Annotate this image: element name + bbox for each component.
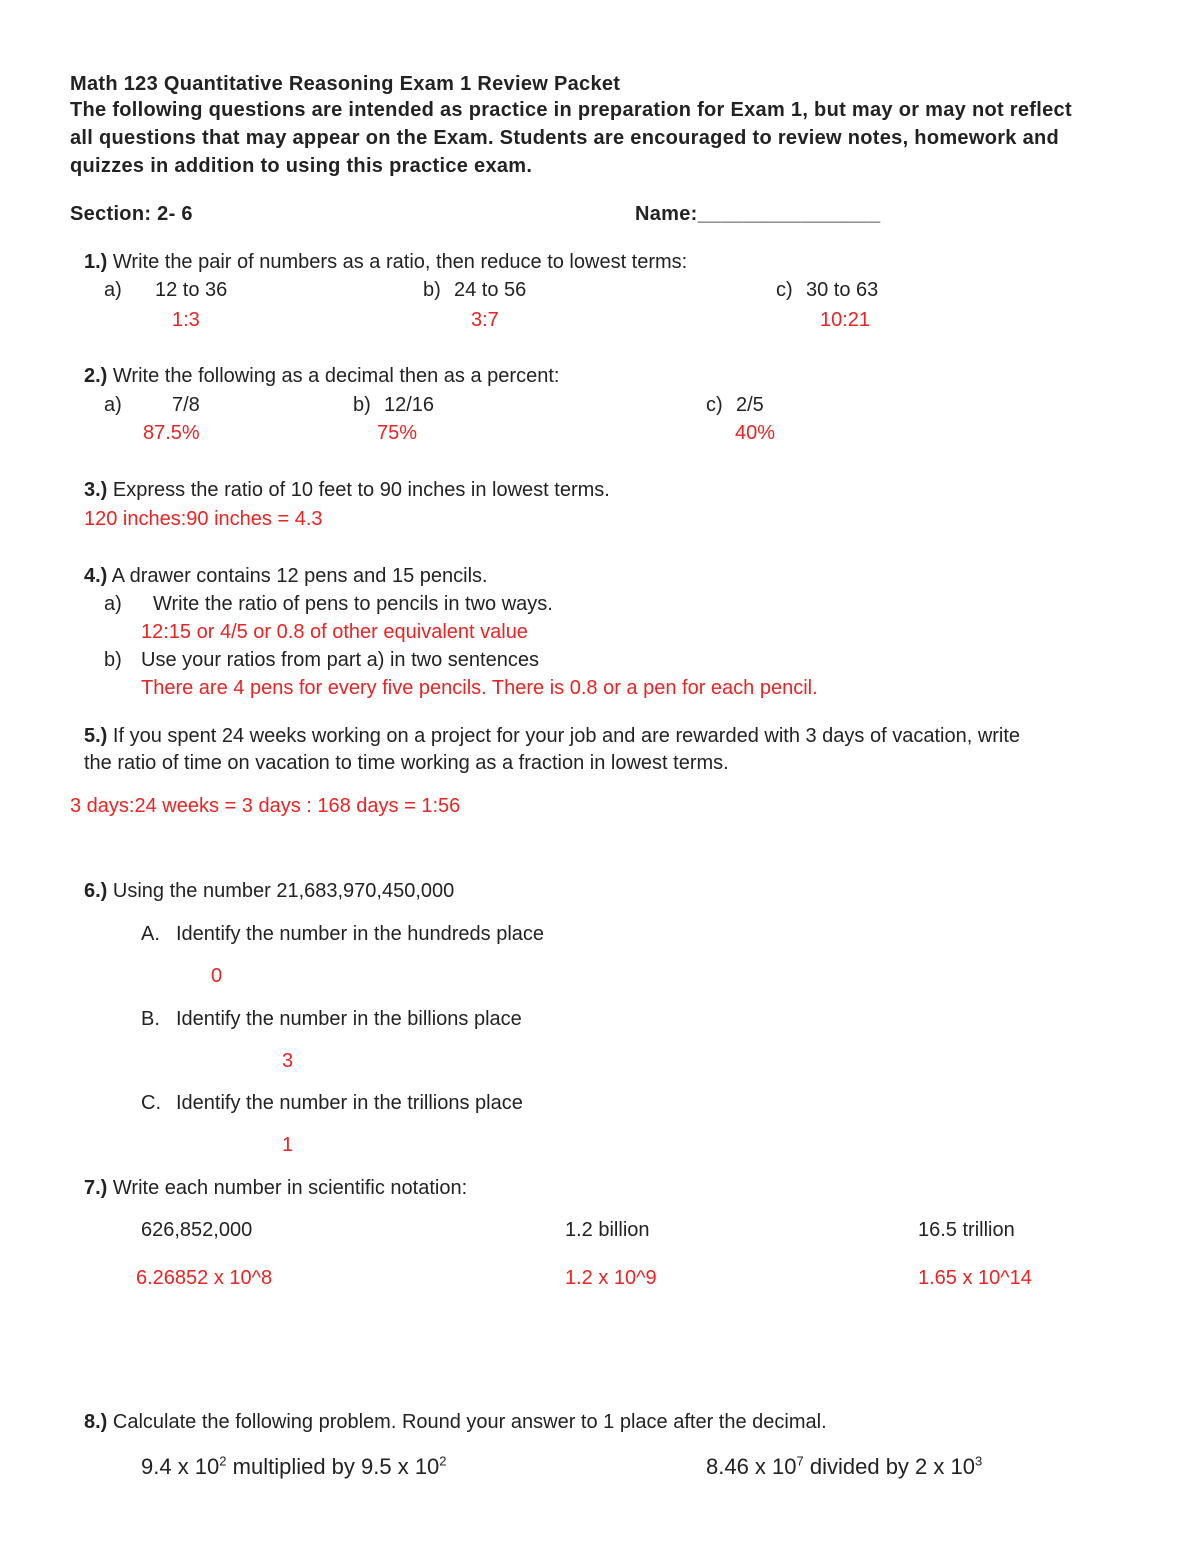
question-5	[84, 725, 1020, 748]
q4b-answer: There are 4 pens for every five pencils. There is 0.8 or a pen for each pencil.	[141, 677, 818, 699]
question-6	[84, 880, 454, 903]
q1c-label: c)	[776, 279, 793, 301]
q5-answer: 3 days:24 weeks = 3 days : 168 days = 1:56	[70, 795, 461, 817]
q2b-answer: 75%	[377, 422, 418, 444]
q8-problem-1: 9.4 x $10^2$ multiplied by 9.5 x $10^2$	[141, 1453, 447, 1479]
q7b-problem: 1.2 billion	[565, 1219, 650, 1241]
q7b-answer: 1.2 x 10^9	[565, 1267, 657, 1289]
q6b-label: B.	[141, 1008, 160, 1030]
question-2-number: 2.)	[84, 365, 108, 387]
question-2	[84, 365, 559, 388]
q4a-answer: 12:15 or 4/5 or 0.8 of other equivalent value	[141, 621, 528, 643]
page-title: Math 123 Quantitative Reasoning Exam 1 Review Packet	[70, 73, 621, 95]
question-4-number: 4.)	[84, 565, 108, 587]
question-8-number: 8.)	[84, 1411, 108, 1433]
question-5-number: 5.)	[84, 725, 108, 747]
q6b-answer: 3	[282, 1050, 294, 1072]
question-6-number: 6.)	[84, 880, 108, 902]
intro-line-1: The following questions are intended as practice in preparation for Exam 1, but may or may not reflect	[70, 99, 1072, 121]
question-1	[84, 251, 687, 274]
q4b-label: b)	[104, 649, 122, 671]
q6c-answer: 1	[282, 1134, 294, 1156]
question-7-number: 7.)	[84, 1177, 108, 1199]
question-8	[84, 1411, 827, 1434]
q2c-label: c)	[706, 394, 723, 416]
q6c-label: C.	[141, 1092, 161, 1114]
question-1-text: Write the pair of numbers as a ratio, then reduce to lowest terms:	[107, 251, 688, 273]
question-5-text: If you spent 24 weeks working on a project for your job and are rewarded with 3 days of vacation, write	[107, 725, 1021, 747]
q6b-text: Identify the number in the billions place	[176, 1008, 522, 1030]
q2c-answer: 40%	[735, 422, 776, 444]
intro-line-3: quizzes in addition to using this practice exam.	[70, 155, 533, 177]
q1b-label: b)	[423, 279, 441, 301]
q2b-problem: 12/16	[384, 394, 435, 416]
q3-answer: 120 inches:90 inches = 4.3	[84, 508, 323, 530]
q1a-label: a)	[104, 279, 122, 301]
q2c-problem: 2/5	[736, 394, 764, 416]
q1b-problem: 24 to 56	[454, 279, 527, 301]
question-5-text-line2: the ratio of time on vacation to time working as a fraction in lowest terms.	[84, 752, 729, 774]
intro-line-2: all questions that may appear on the Exam. Students are encouraged to review notes, homework and	[70, 127, 1060, 149]
q6a-answer: 0	[211, 965, 223, 987]
q2a-answer: 87.5%	[143, 422, 200, 444]
q1a-answer: 1:3	[172, 309, 200, 331]
q7a-answer: 6.26852 x 10^8	[136, 1267, 273, 1289]
question-8-text: Calculate the following problem. Round your answer to 1 place after the decimal.	[107, 1411, 827, 1433]
q1c-answer: 10:21	[820, 309, 871, 331]
q6c-text: Identify the number in the trillions place	[176, 1092, 523, 1114]
question-1-number: 1.)	[84, 251, 108, 273]
q4a-text: Write the ratio of pens to pencils in two ways.	[153, 593, 553, 615]
question-3	[84, 479, 610, 502]
q4a-label: a)	[104, 593, 122, 615]
q2a-problem: 7/8	[172, 394, 200, 416]
section-label: Section: 2- 6	[70, 203, 193, 225]
question-3-number: 3.)	[84, 479, 108, 501]
name-field[interactable]: Name:________________	[635, 203, 881, 225]
question-2-text: Write the following as a decimal then as a percent:	[107, 365, 560, 387]
q6a-label: A.	[141, 923, 160, 945]
q2a-label: a)	[104, 394, 122, 416]
q2b-label: b)	[353, 394, 371, 416]
question-6-text: Using the number 21,683,970,450,000	[107, 880, 455, 902]
question-7-text: Write each number in scientific notation:	[107, 1177, 468, 1199]
question-3-text: Express the ratio of 10 feet to 90 inches in lowest terms.	[107, 479, 610, 501]
q8-problem-2: 8.46 x $10^7$ divided by 2 x $10^3$	[706, 1453, 983, 1479]
q7a-problem: 626,852,000	[141, 1219, 253, 1241]
q1c-problem: 30 to 63	[806, 279, 879, 301]
q1b-answer: 3:7	[471, 309, 499, 331]
q1a-problem: 12 to 36	[155, 279, 228, 301]
q6a-text: Identify the number in the hundreds place	[176, 923, 545, 945]
q4b-text: Use your ratios from part a) in two sentences	[141, 649, 539, 671]
question-4-text: A drawer contains 12 pens and 15 pencils.	[107, 565, 488, 587]
q7c-answer: 1.65 x 10^14	[918, 1267, 1032, 1289]
question-4	[84, 565, 488, 588]
question-7	[84, 1177, 467, 1200]
q7c-problem: 16.5 trillion	[918, 1219, 1015, 1241]
